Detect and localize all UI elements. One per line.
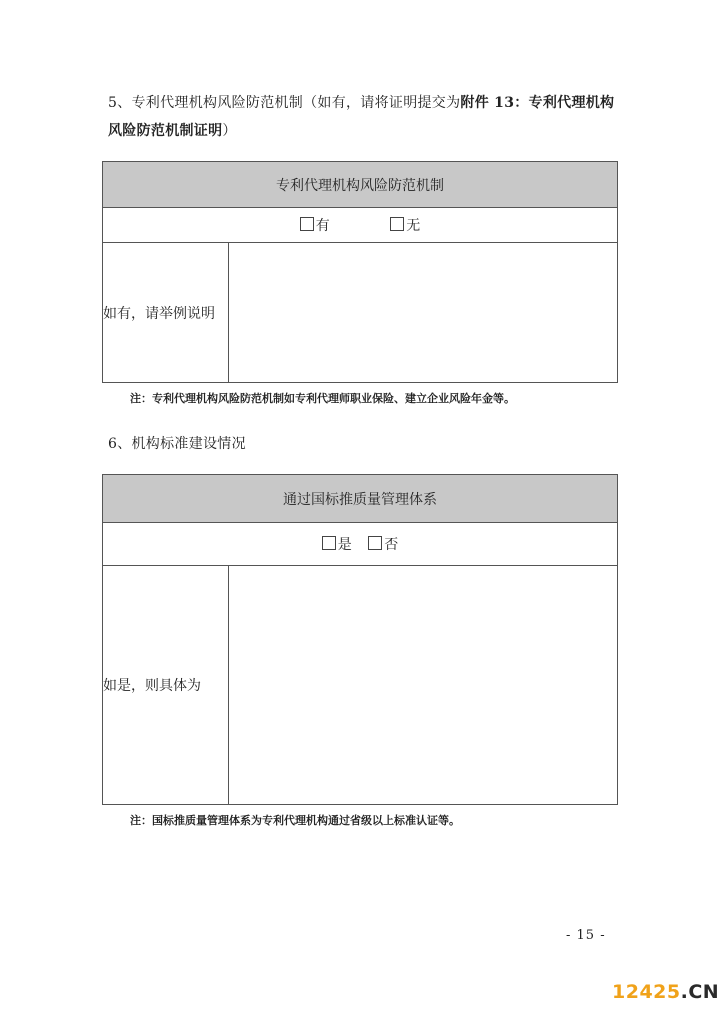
standard-options-row (103, 523, 618, 566)
risk-example-label: 如有，请举例说明 (103, 243, 229, 383)
section5-heading-prefix: 5、专利代理机构风险防范机制（如有，请将证明提交为 (108, 95, 461, 111)
checkbox-have[interactable] (300, 217, 314, 231)
risk-prevention-table (102, 161, 618, 383)
checkbox-no[interactable] (368, 536, 382, 550)
section5-heading-suffix: ） (222, 123, 237, 139)
option-yes[interactable] (322, 534, 352, 554)
section5-heading (108, 89, 614, 117)
standard-construction-table (102, 474, 618, 805)
risk-example-field[interactable] (229, 243, 618, 383)
option-have-label: 有 (315, 218, 330, 234)
option-yes-label: 是 (337, 537, 352, 553)
option-none-label: 无 (406, 218, 421, 234)
option-no[interactable] (368, 534, 398, 554)
section5-heading-bold2: 风险防范机制证明 (108, 123, 223, 139)
risk-options-row (103, 208, 618, 243)
section5-note: 注：专利代理机构风险防范机制如专利代理师职业保险、建立企业风险年金等。 (130, 392, 515, 405)
watermark-main: 12425 (612, 981, 681, 1003)
standard-detail-label: 如是，则具体为 (103, 566, 229, 805)
page-number: - 15 - (566, 928, 606, 943)
section5-heading-bold1: 附件 13：专利代理机构 (460, 95, 615, 111)
standard-detail-field[interactable] (229, 566, 618, 805)
option-have[interactable] (300, 215, 330, 235)
option-none[interactable] (390, 215, 420, 235)
section6-heading: 6、机构标准建设情况 (108, 436, 246, 452)
watermark-logo (612, 981, 719, 1003)
watermark-suffix: .CN (680, 981, 720, 1003)
checkbox-none[interactable] (390, 217, 404, 231)
section5-heading-line2 (108, 117, 237, 145)
checkbox-yes[interactable] (322, 536, 336, 550)
option-no-label: 否 (384, 537, 399, 553)
risk-table-title: 专利代理机构风险防范机制 (103, 162, 618, 208)
standard-table-title: 通过国标推质量管理体系 (103, 475, 618, 523)
section6-note: 注：国标推质量管理体系为专利代理机构通过省级以上标准认证等。 (130, 814, 460, 827)
